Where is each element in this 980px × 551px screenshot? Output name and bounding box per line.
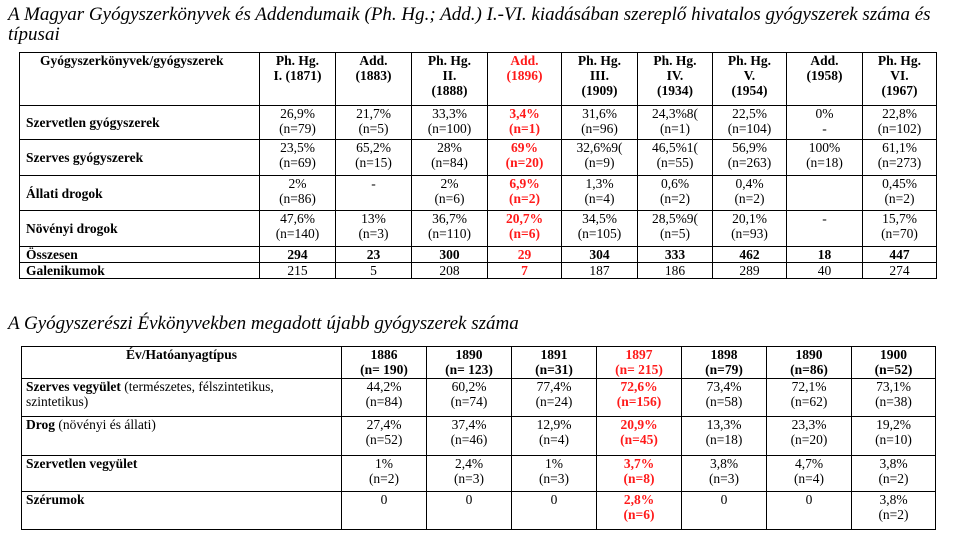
- cell-percent: 73,4%: [706, 379, 742, 394]
- cell-count: (n=46): [450, 432, 488, 447]
- table-cell: 40: [787, 263, 863, 279]
- row-label: [22, 456, 342, 492]
- table-cell: [488, 106, 562, 140]
- cell-count: (n=38): [875, 394, 912, 409]
- cell-percent: 2,8%: [623, 492, 655, 507]
- cell-percent: 0: [550, 492, 558, 507]
- table-cell: [787, 106, 863, 140]
- col-header-ph-hg-5: Ph. Hg. V. (1954): [713, 53, 787, 106]
- cell-percent: 23,5%: [280, 140, 315, 155]
- table-cell: 333: [638, 247, 713, 263]
- cell-percent: 3,8%: [879, 456, 908, 471]
- row-label: Szervetlen gyógyszerek: [20, 106, 260, 140]
- table-cell: [852, 492, 936, 530]
- row-label: [22, 379, 342, 417]
- cell-count: (n=105): [577, 226, 622, 241]
- table-row: [22, 456, 936, 492]
- col-header-ph-hg-2: Ph. Hg. II. (1888): [412, 53, 488, 106]
- table-cell: [682, 379, 767, 417]
- row-label: [22, 417, 342, 456]
- table-row: [22, 417, 936, 456]
- cell-percent: 26,9%: [280, 106, 315, 121]
- cell-count: (n=2): [878, 507, 909, 522]
- cell-percent: 4,7%: [794, 456, 824, 471]
- table1-title: A Magyar Gyógyszerkönyvek és Addendumaik (Ph. Hg.; Add.) I.-VI. kiadásában szereplő hivatalos gyógyszerek száma és típusai: [8, 4, 931, 45]
- table-cell: [713, 106, 787, 140]
- table-cell: 215: [260, 263, 336, 279]
- table-cell: [863, 106, 937, 140]
- table-cell: [260, 106, 336, 140]
- table-cell: [512, 417, 597, 456]
- cell-count: (n=6): [509, 226, 540, 241]
- cell-count: (n=4): [584, 191, 615, 206]
- table-row: [20, 211, 937, 247]
- table-cell: [427, 456, 512, 492]
- table-cell: [787, 176, 863, 211]
- table-cell: [260, 211, 336, 247]
- cell-percent: 56,9%: [732, 140, 767, 155]
- cell-percent: 19,2%: [876, 417, 911, 432]
- table-cell: 274: [863, 263, 937, 279]
- table-cell: 18: [787, 247, 863, 263]
- cell-percent: 21,7%: [356, 106, 391, 121]
- cell-count: (n=5): [358, 121, 389, 136]
- cell-count: (n=20): [790, 432, 828, 447]
- cell-percent: 0,6%: [660, 176, 690, 191]
- cell-percent: 22,8%: [882, 106, 917, 121]
- cell-percent: 15,7%: [882, 211, 917, 226]
- table-cell: 300: [412, 247, 488, 263]
- cell-percent: -: [822, 211, 827, 226]
- cell-percent: 33,3%: [432, 106, 467, 121]
- col-header-ph-hg-4: Ph. Hg. IV. (1934): [638, 53, 713, 106]
- table-cell: [767, 417, 852, 456]
- galenicals-row: [20, 263, 937, 279]
- cell-count: (n=6): [623, 507, 655, 522]
- cell-count: (n=6): [434, 191, 465, 206]
- cell-count: (n=2): [368, 471, 400, 486]
- col-header-1897: 1897 (n= 215): [597, 347, 682, 379]
- cell-percent: 100%: [808, 140, 841, 155]
- cell-count: (n=1): [509, 121, 540, 136]
- col-header-1891: 1891 (n=31): [512, 347, 597, 379]
- cell-count: (n=4): [793, 471, 825, 486]
- table-cell: [597, 492, 682, 530]
- table-cell: 289: [713, 263, 787, 279]
- cell-count: (n=110): [427, 226, 472, 241]
- row-label-main: Szerves vegyület: [26, 379, 121, 394]
- row-label: [22, 492, 342, 530]
- table-cell: [767, 379, 852, 417]
- table-cell: [512, 456, 597, 492]
- table-cell: [638, 176, 713, 211]
- col-header-1886: 1886 (n= 190): [342, 347, 427, 379]
- table-cell: [682, 417, 767, 456]
- table-cell: [336, 140, 412, 176]
- cell-percent: 0: [380, 492, 388, 507]
- table-cell: [863, 176, 937, 211]
- pharmacopoeia-table: [19, 52, 937, 279]
- table-cell: 5: [336, 263, 412, 279]
- table-row: [22, 492, 936, 530]
- cell-count: (n=1): [659, 121, 691, 136]
- col-header-1898: 1898 (n=79): [682, 347, 767, 379]
- col-header-add-1958: Add. (1958): [787, 53, 863, 106]
- cell-percent: 23,3%: [791, 417, 827, 432]
- table1-corner-header: Gyógyszerkönyvek/gyógyszerek: [20, 53, 260, 106]
- col-header-ph-hg-1: Ph. Hg. I. (1871): [260, 53, 336, 106]
- cell-percent: 2,4%: [454, 456, 484, 471]
- col-header-add-1883: Add. (1883): [336, 53, 412, 106]
- table-row: [20, 106, 937, 140]
- cell-percent: 27,4%: [366, 417, 402, 432]
- cell-count: (n=100): [427, 121, 472, 136]
- cell-percent: 0: [720, 492, 728, 507]
- table-cell: [342, 379, 427, 417]
- table-cell: [488, 211, 562, 247]
- cell-percent: 0: [465, 492, 473, 507]
- table-cell: [260, 176, 336, 211]
- cell-percent: 24,3%8(: [651, 106, 699, 121]
- table1-header-row: [20, 53, 937, 106]
- cell-count: (n=62): [790, 394, 828, 409]
- row-label: Galenikumok: [20, 263, 260, 279]
- table-cell: [713, 211, 787, 247]
- table-cell: [852, 417, 936, 456]
- cell-percent: 22,5%: [732, 106, 767, 121]
- table-cell: [863, 211, 937, 247]
- cell-percent: 3,4%: [509, 106, 540, 121]
- table-cell: [767, 456, 852, 492]
- cell-percent: 12,9%: [536, 417, 572, 432]
- table-cell: [562, 140, 638, 176]
- table-cell: [427, 417, 512, 456]
- cell-percent: -: [371, 176, 376, 191]
- row-label-note: (növényi és állati): [55, 417, 156, 432]
- cell-percent: 37,4%: [451, 417, 487, 432]
- cell-count: (n=10): [875, 432, 912, 447]
- cell-count: (n=79): [279, 121, 316, 136]
- cell-percent: 28,5%9(: [651, 211, 699, 226]
- cell-count: (n=9): [584, 155, 615, 170]
- table-cell: [713, 140, 787, 176]
- table-cell: [336, 211, 412, 247]
- cell-count: (n=74): [450, 394, 488, 409]
- cell-count: (n=140): [275, 226, 320, 241]
- cell-percent: 0,4%: [735, 176, 764, 191]
- row-label: Összesen: [20, 247, 260, 263]
- table-cell: 23: [336, 247, 412, 263]
- table-cell: [597, 417, 682, 456]
- table-cell: [597, 456, 682, 492]
- cell-percent: 28%: [437, 140, 462, 155]
- cell-percent: 20,7%: [505, 211, 544, 226]
- table-cell: 186: [638, 263, 713, 279]
- table-cell: [412, 176, 488, 211]
- cell-count: (n=20): [505, 155, 544, 170]
- table-row: [20, 176, 937, 211]
- cell-percent: 77,4%: [536, 379, 572, 394]
- table-cell: [260, 140, 336, 176]
- table-cell: [852, 379, 936, 417]
- table-cell: [682, 492, 767, 530]
- yearbook-table: [21, 346, 936, 530]
- table-cell: [638, 106, 713, 140]
- cell-percent: 6,9%: [509, 176, 540, 191]
- cell-percent: 3,7%: [623, 456, 655, 471]
- table-cell: 294: [260, 247, 336, 263]
- cell-count: (n=3): [358, 226, 389, 241]
- cell-count: (n=55): [656, 155, 694, 170]
- table-cell: [342, 456, 427, 492]
- cell-count: (n=84): [431, 155, 468, 170]
- cell-percent: 60,2%: [451, 379, 487, 394]
- table-cell: [427, 492, 512, 530]
- table-cell: 462: [713, 247, 787, 263]
- cell-percent: 34,5%: [582, 211, 617, 226]
- cell-percent: 47,6%: [280, 211, 315, 226]
- table-cell: [863, 140, 937, 176]
- cell-count: (n=2): [659, 191, 691, 206]
- table-cell: 7: [488, 263, 562, 279]
- table-cell: [412, 211, 488, 247]
- table-cell: [562, 211, 638, 247]
- row-label-main: Drog: [26, 417, 55, 432]
- cell-percent: 20,9%: [620, 417, 658, 432]
- row-label: Szerves gyógyszerek: [20, 140, 260, 176]
- row-label: Állati drogok: [20, 176, 260, 211]
- col-header-add-1896: Add. (1896): [488, 53, 562, 106]
- table-cell: [713, 176, 787, 211]
- table-cell: [638, 211, 713, 247]
- table-cell: 447: [863, 247, 937, 263]
- table-row: [22, 379, 936, 417]
- cell-count: (n=104): [727, 121, 772, 136]
- cell-count: (n=2): [509, 191, 540, 206]
- table2-corner-header: Év/Hatóanyagtípus: [22, 347, 342, 379]
- cell-count: (n=273): [877, 155, 922, 170]
- cell-count: (n=84): [365, 394, 403, 409]
- cell-count: (n=2): [878, 471, 909, 486]
- cell-percent: 2%: [288, 176, 307, 191]
- cell-count: (n=86): [279, 191, 316, 206]
- cell-percent: 36,7%: [432, 211, 467, 226]
- cell-percent: 61,1%: [882, 140, 917, 155]
- cell-percent: 2%: [440, 176, 459, 191]
- col-header-1900: 1900 (n=52): [852, 347, 936, 379]
- cell-count: (n=2): [884, 191, 915, 206]
- table-cell: [412, 106, 488, 140]
- table2-title: A Gyógyszerészi Évkönyvekben megadott újabb gyógyszerek száma: [8, 313, 519, 334]
- cell-count: (n=69): [279, 155, 316, 170]
- table-cell: [787, 211, 863, 247]
- cell-percent: 31,6%: [582, 106, 617, 121]
- cell-count: (n=5): [659, 226, 691, 241]
- row-label-main: Szérumok: [26, 492, 85, 507]
- cell-count: (n=102): [877, 121, 922, 136]
- table-cell: 29: [488, 247, 562, 263]
- table-cell: [412, 140, 488, 176]
- col-header-ph-hg-6: Ph. Hg. VI. (1967): [863, 53, 937, 106]
- cell-count: (n=58): [705, 394, 743, 409]
- cell-percent: 3,8%: [879, 492, 908, 507]
- total-row: [20, 247, 937, 263]
- cell-count: (n=4): [538, 432, 570, 447]
- cell-percent: 1,3%: [585, 176, 614, 191]
- table-cell: [342, 492, 427, 530]
- row-label-note: (természetes, félszintetikus, szintetikus): [26, 379, 274, 409]
- cell-count: (n=96): [581, 121, 618, 136]
- table-cell: [512, 379, 597, 417]
- cell-count: (n=24): [535, 394, 573, 409]
- cell-percent: 1%: [375, 456, 393, 471]
- table-cell: [597, 379, 682, 417]
- cell-count: (n=2): [734, 191, 765, 206]
- table-cell: [336, 106, 412, 140]
- table-row: [20, 140, 937, 176]
- table2-header-row: [22, 347, 936, 379]
- col-header-1890: 1890 (n= 123): [427, 347, 512, 379]
- cell-count: -: [822, 121, 827, 136]
- col-header-ph-hg-3: Ph. Hg. III. (1909): [562, 53, 638, 106]
- cell-count: (n=156): [616, 394, 662, 409]
- table-cell: [767, 492, 852, 530]
- cell-percent: 13,3%: [706, 417, 742, 432]
- table-cell: [562, 106, 638, 140]
- table-cell: [427, 379, 512, 417]
- table-cell: 187: [562, 263, 638, 279]
- table-cell: [342, 417, 427, 456]
- cell-percent: 0,45%: [882, 176, 917, 191]
- table-cell: 304: [562, 247, 638, 263]
- table-cell: [512, 492, 597, 530]
- table-cell: [336, 176, 412, 211]
- cell-percent: 3,8%: [709, 456, 739, 471]
- cell-percent: 69%: [511, 140, 538, 155]
- cell-percent: 44,2%: [366, 379, 402, 394]
- cell-count: (n=3): [538, 471, 570, 486]
- col-header-1890b: 1890 (n=86): [767, 347, 852, 379]
- cell-count: (n=3): [708, 471, 740, 486]
- cell-count: (n=15): [355, 155, 392, 170]
- cell-percent: 0%: [815, 106, 834, 121]
- cell-count: (n=45): [620, 432, 658, 447]
- cell-count: (n=52): [365, 432, 403, 447]
- cell-percent: 72,1%: [791, 379, 827, 394]
- table-cell: [638, 140, 713, 176]
- cell-count: (n=18): [705, 432, 743, 447]
- cell-percent: 65,2%: [356, 140, 391, 155]
- table-cell: [682, 456, 767, 492]
- cell-count: (n=8): [623, 471, 655, 486]
- table-cell: [562, 176, 638, 211]
- cell-percent: 20,1%: [732, 211, 767, 226]
- table-cell: [852, 456, 936, 492]
- cell-percent: 46,5%1(: [651, 140, 699, 155]
- table-cell: 208: [412, 263, 488, 279]
- cell-count: (n=3): [453, 471, 485, 486]
- cell-count: (n=18): [806, 155, 843, 170]
- cell-percent: 73,1%: [876, 379, 911, 394]
- table-cell: [488, 176, 562, 211]
- table-cell: [488, 140, 562, 176]
- row-label: Növényi drogok: [20, 211, 260, 247]
- cell-count: (n=263): [727, 155, 772, 170]
- row-label-main: Szervetlen vegyület: [26, 456, 138, 471]
- cell-percent: 72,6%: [620, 379, 658, 394]
- cell-count: (n=93): [731, 226, 768, 241]
- cell-count: (n=70): [881, 226, 918, 241]
- cell-percent: 1%: [545, 456, 563, 471]
- cell-percent: 0: [805, 492, 813, 507]
- cell-percent: 32,6%9(: [576, 140, 623, 155]
- cell-percent: 13%: [361, 211, 386, 226]
- table-cell: [787, 140, 863, 176]
